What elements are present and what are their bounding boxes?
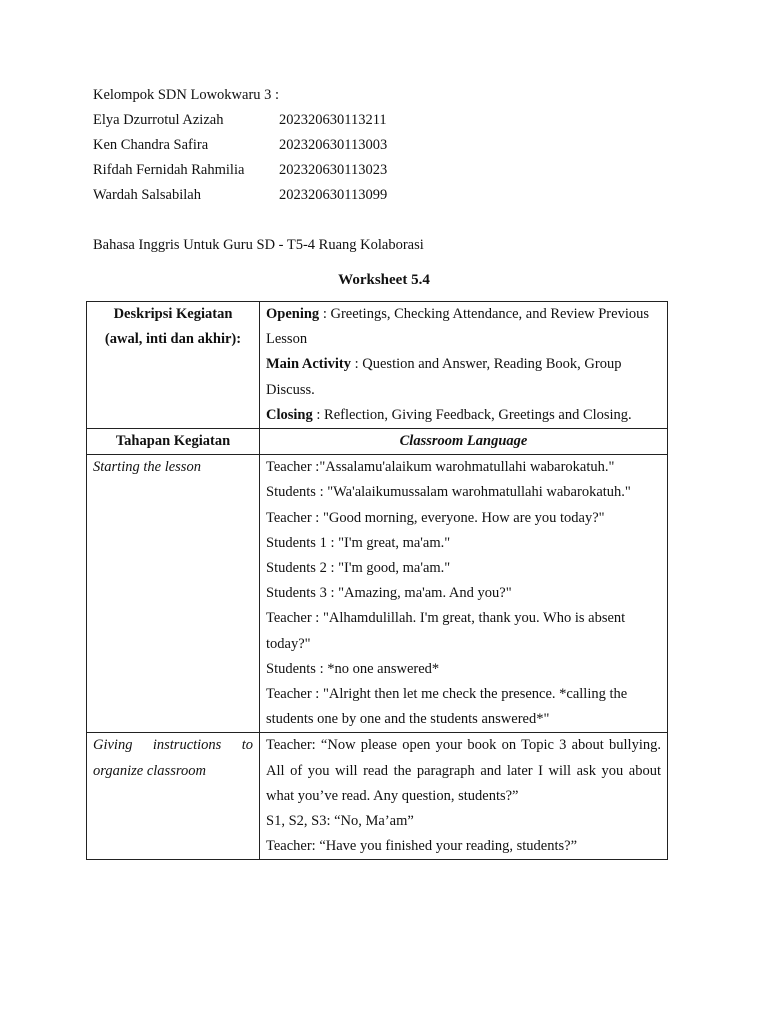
dialogue-line: S1, S2, S3: “No, Ma’am” <box>266 813 414 830</box>
language-cell <box>260 733 668 860</box>
opening-entry <box>266 302 661 352</box>
table-header-row <box>87 429 668 455</box>
table-row <box>87 455 668 733</box>
stage-cell: Giving instructions to organize classroom <box>87 733 260 860</box>
member-nim: 202320630113003 <box>279 137 388 153</box>
worksheet-title: Worksheet 5.4 <box>338 272 430 288</box>
member-name: Wardah Salsabilah <box>93 187 201 203</box>
main-activity-label: Main Activity <box>266 356 351 373</box>
member-nim: 202320630113099 <box>279 187 388 203</box>
dialogue-line: Students : "Wa'alaikumussalam warohmatullahi wabarokatuh." <box>266 484 631 501</box>
member-name: Ken Chandra Safira <box>93 137 209 153</box>
table-row <box>87 302 668 429</box>
closing-entry <box>266 403 661 428</box>
stage-cell: Starting the lesson <box>87 455 260 733</box>
member-nim: 202320630113023 <box>279 162 388 178</box>
dialogue-line: Teacher : "Alhamdulillah. I'm great, thank you. Who is absent today?" <box>266 610 626 652</box>
language-cell <box>260 455 668 733</box>
main-activity-text: : Question and Answer, Reading Book, Group Discuss. <box>266 356 622 398</box>
course-line: Bahasa Inggris Untuk Guru SD - T5-4 Ruang Kolaborasi <box>93 237 424 253</box>
dialogue-line: Students 2 : "I'm good, ma'am." <box>266 560 451 577</box>
closing-text: : Reflection, Giving Feedback, Greetings and Closing. <box>312 406 632 423</box>
worksheet-table <box>86 301 668 860</box>
member-nim: 202320630113211 <box>279 112 387 128</box>
dialogue-line: Teacher :"Assalamu'alaikum warohmatullahi wabarokatuh." <box>266 459 615 476</box>
dialogue-line: Teacher: “Now please open your book on Topic 3 about bullying. All of you will read the paragraph and later I will ask you about what you’ve read. Any question, students?” <box>266 737 661 804</box>
main-activity-entry <box>266 352 661 402</box>
dialogue-line: Students : *no one answered* <box>266 660 440 677</box>
dialogue-line: Students 3 : "Amazing, ma'am. And you?" <box>266 585 512 602</box>
description-label-cell <box>87 302 260 429</box>
dialogue-line: Teacher: “Have you finished your reading, students?” <box>266 838 578 855</box>
dialogue-line: Teacher : "Alright then let me check the presence. *calling the students one by one and the students answered*" <box>266 686 628 728</box>
dialogue-line: Students 1 : "I'm great, ma'am." <box>266 534 451 551</box>
member-name: Rifdah Fernidah Rahmilia <box>93 162 245 178</box>
column-header-language: Classroom Language <box>260 429 668 455</box>
dialogue-line: Teacher : "Good morning, everyone. How are you today?" <box>266 509 605 526</box>
table-row <box>87 733 668 860</box>
description-sublabel: (awal, inti dan akhir): <box>104 331 242 348</box>
column-header-stage: Tahapan Kegiatan <box>87 429 260 455</box>
opening-label: Opening <box>266 306 320 322</box>
closing-label: Closing <box>266 406 313 423</box>
description-cell <box>260 302 668 429</box>
group-heading: Kelompok SDN Lowokwaru 3 : <box>93 87 280 103</box>
member-name: Elya Dzurrotul Azizah <box>93 112 224 128</box>
description-label: Deskripsi Kegiatan <box>113 306 233 322</box>
opening-text: : Greetings, Checking Attendance, and Review Previous Lesson <box>266 306 649 348</box>
